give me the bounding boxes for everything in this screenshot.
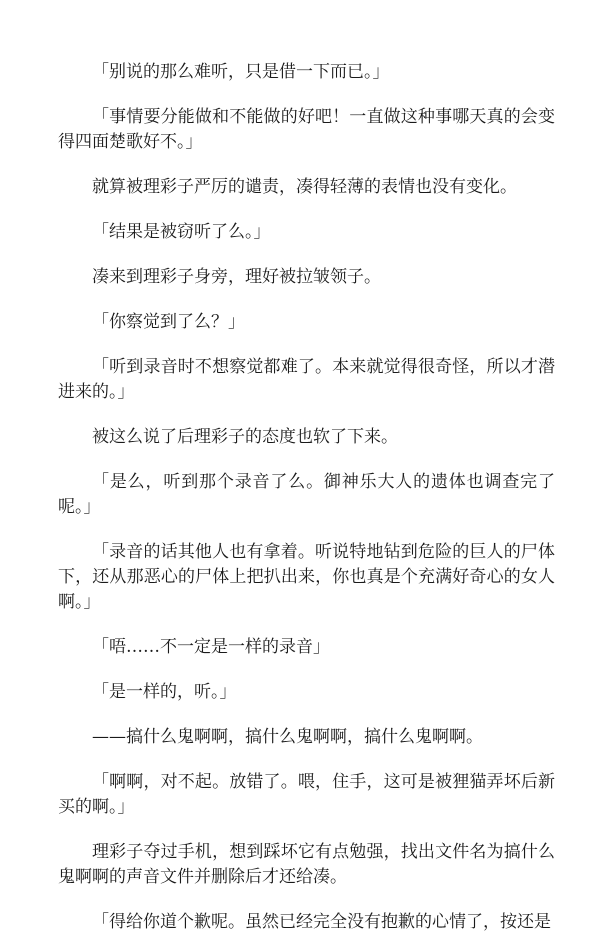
paragraph: 凑来到理彩子身旁，理好被拉皱领子。 bbox=[92, 267, 381, 287]
paragraph: 「别说的那么难听，只是借一下而已。」 bbox=[92, 62, 390, 82]
paragraph: 理彩子夺过手机，想到踩坏它有点勉强，找出文件名为搞什么鬼啊啊的声音文件并删除后才还给凑。 bbox=[58, 842, 555, 887]
paragraph: 「是么，听到那个录音了么。御神乐大人的遗体也调查完了呢。」 bbox=[58, 472, 555, 517]
paragraph: 「你察觉到了么？」 bbox=[92, 312, 245, 332]
paragraph: 「唔……不一定是一样的录音」 bbox=[92, 637, 330, 657]
paragraph: 「结果是被窃听了么。」 bbox=[92, 222, 271, 242]
paragraph: ——搞什么鬼啊啊，搞什么鬼啊啊，搞什么鬼啊啊。 bbox=[92, 727, 483, 747]
paragraph: 「是一样的，听。」 bbox=[92, 682, 237, 702]
paragraph: 「听到录音时不想察觉都难了。本来就觉得很奇怪，所以才潜进来的。」 bbox=[58, 357, 555, 402]
paragraph: 就算被理彩子严厉的谴责，凑得轻薄的表情也没有变化。 bbox=[92, 177, 517, 197]
paragraph: 「啊啊，对不起。放错了。喂，住手，这可是被狸猫弄坏后新买的啊。」 bbox=[58, 772, 555, 817]
paragraph: 「得给你道个歉呢。虽然已经完全没有抱歉的心情了，按还是 bbox=[92, 912, 551, 932]
paragraph: 「录音的话其他人也有拿着。听说特地钻到危险的巨人的尸体下，还从那恶心的尸体上把扒出来，你也真是个充满好奇心的女人啊。」 bbox=[58, 542, 555, 612]
paragraph: 被这么说了后理彩子的态度也软了下来。 bbox=[92, 427, 398, 447]
paragraph: 「事情要分能做和不能做的好吧！一直做这种事哪天真的会变得四面楚歌好不。」 bbox=[58, 107, 555, 152]
